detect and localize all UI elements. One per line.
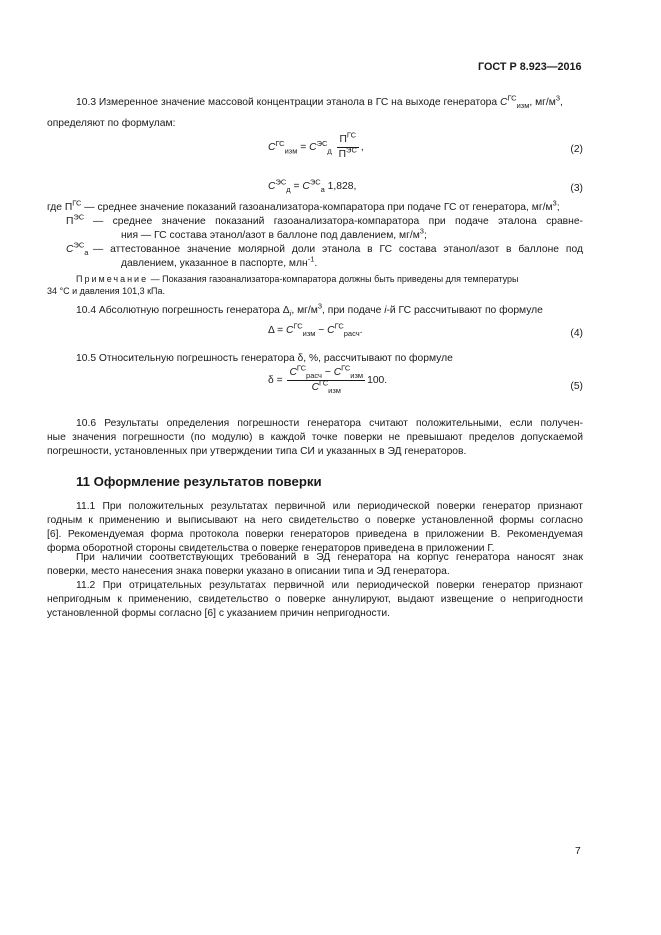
f3-lhs-c: C [268,181,276,192]
f5-num-c1-sub: расч [306,371,322,381]
p10-4-i: i [384,305,387,316]
f2-lhs-sup: ГС [275,138,285,148]
f2-lhs-c: C [268,142,276,154]
f3-rhs-sub: а [320,185,325,195]
paragraph-10-3-line1 [76,93,563,111]
p11-1b-line2: поверки, место нанесения знака поверки указано в описании типа и ЭД генератора. [47,566,450,577]
def3-term: C [66,244,74,255]
definition-1 [47,198,560,214]
section-11-heading: 11 Оформление результатов поверки [76,474,322,489]
definition-3-line1: — аттестованное значение молярной доли этанола в ГС состава этанол/азот в баллоне под [93,244,583,255]
p10-4-text: 10.4 Абсолютную погрешность генератора [76,305,283,316]
sup-gs: ГС [507,93,517,103]
definition-2-term [66,212,85,229]
punct: , [560,97,563,108]
f3-tail: 1,828, [324,181,357,192]
definition-2-line2 [121,226,427,242]
f4-end: . [359,325,363,336]
f5-num-c1-sup: ГС [296,363,307,373]
f4-c2-sub: расч [343,329,360,339]
def1-unit-sup: 3 [552,198,557,208]
f3-eq: = [290,181,303,192]
note-line2: 34 °С и давления 101,3 кПа. [47,286,166,296]
paragraph-10-6-line2: ные значения погрешности (по модулю) в каждой точке поверки не превышают пределов допускаемой [47,432,583,443]
p11-2-line3: установленной формы согласно [6] с указанием причин непригодности. [47,608,391,619]
page-number: 7 [575,846,581,857]
f3-lhs-sup: ЭС [275,177,287,187]
p11-1-line1: 11.1 При положительных результатах первичной или периодической поверки генератор признают [76,501,583,512]
def2-sup: 3 [419,226,424,236]
f5-tail: 100. [367,375,388,387]
note-text: — Показания газоанализатора-компаратора должны быть приведены для температуры [148,274,519,284]
f3-rhs-c: C [302,181,310,192]
def2-term: П [66,216,74,227]
formula-3 [268,177,357,195]
f2-end: , [360,142,364,154]
p10-4-delta: Δ [282,305,290,316]
f5-minus: − [321,367,334,378]
paragraph-10-6-line3: погрешности, установленных при утверждении типа СИ и указанных в ЭД генераторов. [47,446,467,457]
p10-4-mid: , при подаче [322,305,385,316]
f4-c1-sub: изм [302,329,316,339]
f2-mid-sub: д [327,146,332,156]
p11-1b-line1: При наличии соответствующих требований в ЭД генератора на корпус генератора наносят знак [76,552,583,563]
f2-den-sup: ЭС [346,145,357,155]
f5-num-c2: C [333,367,342,378]
f2-eq: = [297,142,310,154]
def1-sup: ГС [72,198,82,208]
formula-5 [268,363,388,396]
f5-fraction [287,363,365,396]
paragraph-10-5: 10.5 Относительную погрешность генератора δ, %, рассчитывают по формуле [76,353,453,364]
note-line1 [76,273,519,285]
f2-num-p: П [339,134,347,145]
p11-2-line2: непригодным к применению, свидетельство о поверке аннулируют, выдают извещение о непригодности [47,594,583,605]
def2-end: ; [423,230,427,241]
f2-num-sup: ГС [346,130,357,140]
paragraph-10-3-line2: определяют по формулам: [47,118,176,129]
f3-lhs-sub: д [286,185,291,195]
document-code: ГОСТ Р 8.923—2016 [478,61,582,73]
note-label: Примечание [76,274,149,284]
equation-number-3: (3) [570,183,583,194]
unit-sup: 3 [555,93,561,103]
f4-c2-sup: ГС [334,321,344,331]
sub-izm: изм [516,101,530,111]
definition-2-line1: — среднее значение показаний газоанализатора-компаратора при подаче эталона сравне- [93,216,583,227]
paragraph-10-6-line1: 10.6 Результаты определения погрешности генератора считают положительными, если получен- [76,418,583,429]
f5-num-c1: C [289,367,297,378]
def3-term-sup: ЭС [73,240,85,250]
def3-term-sub: а [84,248,89,258]
def2-term-sup: ЭС [73,212,85,222]
p11-1-line2: годным к применению и выписывают на него свидетельство о поверке установленной формы согласно [47,515,583,526]
p10-4-end: -й ГС рассчитывают по формуле [386,305,543,316]
f3-rhs-sup: ЭС [309,177,321,187]
equation-number-5: (5) [570,381,583,392]
def2-line2-text: ния — ГС состава этанол/азот в баллоне под давлением, мг/м [121,230,420,241]
p11-2-line1: 11.2 При отрицательных результатах первичной или периодической поверки генератор признают [76,580,583,591]
f4-c1: C [286,325,294,336]
p10-4-unit-sup: 3 [317,301,323,311]
f5-lhs: δ = [268,375,286,387]
f4-c1-sup: ГС [293,321,303,331]
unit: , мг/м [529,97,556,108]
def3-end: . [314,258,318,269]
f2-mid-sup: ЭС [316,138,328,148]
p10-4-sub: i [289,309,292,319]
f5-num-c2-sup: ГС [341,363,351,373]
p10-4-unit: , мг/м [291,305,318,316]
equation-number-4: (4) [570,328,583,339]
f5-den-c: C [311,382,320,393]
formula-2 [268,130,364,162]
f2-lhs-sub: изм [284,146,298,156]
f5-num-c2-sub: изм [350,371,364,381]
definition-3-line2 [121,254,318,270]
f2-den-p: П [338,149,347,160]
paragraph-10-4 [76,301,543,319]
formula-4 [268,321,363,339]
def3-sup: -1 [307,254,315,264]
p11-1-line3: [6]. Рекомендуемая форма протокола поверки генераторов приведена в приложении В. Рекомендуемая [47,529,583,540]
p11-1-line4: форма оборотной стороны свидетельства о поверке генераторов приведена в приложении Г. [47,543,495,554]
def1-where: где П [47,202,73,213]
def1-text: — среднее значение показаний газоанализатора-компаратора при подаче ГС от генератора, мг/м [81,202,553,213]
f5-den-sub: изм [328,386,341,396]
equation-number-2: (2) [570,144,583,155]
f4-c2: C [327,325,335,336]
f2-fraction [337,130,359,162]
f4-lhs: Δ = [268,325,287,336]
f5-den-sup: ГС [319,378,329,388]
f4-minus: − [315,325,328,336]
symbol-c: C [499,97,508,108]
paragraph-10-3-text: 10.3 Измеренное значение массовой концентрации этанола в ГС на выходе генератора [76,97,500,108]
f2-mid-c: C [309,142,317,154]
def3-line2-text: давлением, указанное в паспорте, млн [121,258,308,269]
definition-3-term [66,240,89,258]
def1-end: ; [556,202,560,213]
